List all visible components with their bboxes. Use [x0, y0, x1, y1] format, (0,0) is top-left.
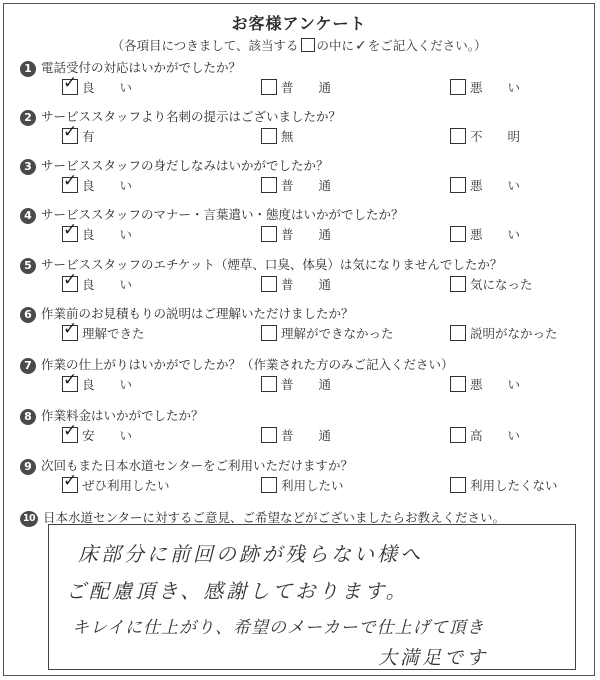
survey-title: お客様アンケート [231, 14, 367, 33]
question-6-option-2[interactable] [261, 324, 394, 342]
checkbox[interactable] [261, 226, 277, 242]
question-4-option-2[interactable] [261, 225, 331, 243]
question-8-option-1[interactable] [62, 426, 132, 444]
checkbox[interactable] [450, 325, 466, 341]
question-7-option-2[interactable] [261, 375, 331, 393]
option-label: 利用したくない [470, 478, 558, 493]
question-number-badge: 3 [20, 159, 36, 175]
instructions-text-3: をご記入ください。） [367, 38, 487, 53]
checkbox[interactable] [62, 79, 78, 95]
option-label: 高 い [470, 428, 521, 443]
checkbox[interactable] [450, 128, 466, 144]
checkbox[interactable] [62, 325, 78, 341]
checkbox[interactable] [450, 276, 466, 292]
question-text: サービススタッフのエチケット（煙草、口臭、体臭）は気になりませんでしたか？ [41, 257, 503, 272]
question-number-badge: 2 [20, 110, 36, 126]
option-label: 良 い [82, 178, 133, 193]
question-3-option-1[interactable] [62, 176, 132, 194]
question-3-option-2[interactable] [261, 176, 331, 194]
question-7 [20, 355, 454, 374]
question-6-option-1[interactable] [62, 324, 145, 342]
question-number-badge: 1 [20, 61, 36, 77]
question-text: サービススタッフの身だしなみはいかがでしたか？ [41, 158, 329, 173]
question-6-option-3[interactable] [450, 324, 558, 342]
question-text: 作業前のお見積もりの説明はご理解いただけましたか？ [41, 306, 354, 321]
checkbox[interactable] [261, 325, 277, 341]
question-8-option-2[interactable] [261, 426, 331, 444]
checkbox[interactable] [62, 226, 78, 242]
question-5-option-1[interactable] [62, 275, 132, 293]
option-label: 気になった [470, 277, 533, 292]
option-label: 無 [281, 129, 294, 144]
handwritten-line-1: 床部分に前回の跡が残らない様へ [78, 542, 423, 566]
checkbox[interactable] [450, 79, 466, 95]
checkbox[interactable] [62, 477, 78, 493]
checkbox[interactable] [450, 477, 466, 493]
option-label: 良 い [82, 377, 133, 392]
checkbox[interactable] [450, 376, 466, 392]
question-5-option-3[interactable] [450, 275, 533, 293]
checkbox[interactable] [261, 376, 277, 392]
checkbox[interactable] [261, 276, 277, 292]
question-number-badge: 5 [20, 258, 36, 274]
checkbox[interactable] [450, 427, 466, 443]
checkbox[interactable] [62, 276, 78, 292]
question-7-option-3[interactable] [450, 375, 520, 393]
instructions [4, 36, 594, 54]
question-1-option-1[interactable] [62, 78, 132, 96]
question-2-option-3[interactable] [450, 127, 520, 145]
question-4-option-3[interactable] [450, 225, 520, 243]
question-5 [20, 255, 502, 274]
option-label: 悪 い [470, 178, 521, 193]
option-label: 悪 い [470, 80, 521, 95]
option-label: 理解できた [82, 326, 145, 341]
checkbox[interactable] [62, 427, 78, 443]
question-text: サービススタッフより名刺の提示はございましたか？ [41, 109, 342, 124]
question-2-option-2[interactable] [261, 127, 294, 145]
checkmark-icon: ✓ [355, 38, 367, 54]
question-1 [20, 58, 241, 77]
option-label: 普 通 [281, 227, 332, 242]
checkbox[interactable] [62, 128, 78, 144]
option-label: 普 通 [281, 80, 332, 95]
question-3-option-3[interactable] [450, 176, 520, 194]
option-label: 理解ができなかった [281, 326, 394, 341]
option-label: 不 明 [470, 129, 521, 144]
question-text: 作業の仕上がりはいかがでしたか？（作業された方のみご記入ください） [41, 357, 454, 372]
question-number-badge: 7 [20, 358, 36, 374]
question-8 [20, 406, 204, 425]
option-label: 良 い [82, 277, 133, 292]
question-4-option-1[interactable] [62, 225, 132, 243]
checkbox[interactable] [261, 177, 277, 193]
sample-checkbox-icon [301, 38, 315, 52]
option-label: 利用したい [281, 478, 344, 493]
checkbox[interactable] [450, 226, 466, 242]
question-1-option-2[interactable] [261, 78, 331, 96]
question-2-option-1[interactable] [62, 127, 95, 145]
question-4 [20, 205, 404, 224]
instructions-text-1: （各項目につきまして、該当する [111, 38, 299, 53]
question-text: 次回もまた日本水道センターをご利用いただけますか？ [41, 458, 354, 473]
checkbox[interactable] [261, 128, 277, 144]
option-label: 悪 い [470, 227, 521, 242]
question-9-option-2[interactable] [261, 476, 344, 494]
question-number-badge: 4 [20, 208, 36, 224]
option-label: 普 通 [281, 377, 332, 392]
checkbox[interactable] [450, 177, 466, 193]
handwritten-line-4: 大満足です [378, 647, 489, 669]
checkbox[interactable] [261, 427, 277, 443]
option-label: 普 通 [281, 277, 332, 292]
question-text: 日本水道センターに対するご意見、ご希望などがございましたらお教えください。 [43, 510, 506, 525]
checkbox[interactable] [62, 177, 78, 193]
option-label: 有 [82, 129, 95, 144]
question-5-option-2[interactable] [261, 275, 331, 293]
handwritten-line-3: キレイに仕上がり、希望のメーカーで仕上げて頂き [72, 618, 485, 638]
option-label: 説明がなかった [470, 326, 558, 341]
question-number-badge: 6 [20, 307, 36, 323]
question-7-option-1[interactable] [62, 375, 132, 393]
handwritten-line-2: ご配慮頂き、感謝しております。 [66, 579, 409, 603]
question-1-option-3[interactable] [450, 78, 520, 96]
question-text: 電話受付の対応はいかがでしたか？ [41, 60, 242, 75]
checkbox[interactable] [261, 79, 277, 95]
question-9-option-1[interactable] [62, 476, 170, 494]
option-label: 悪 い [470, 377, 521, 392]
checkbox[interactable] [62, 376, 78, 392]
question-text: サービススタッフのマナー・言葉遣い・態度はいかがでしたか？ [41, 207, 404, 222]
checkbox[interactable] [261, 477, 277, 493]
option-label: 良 い [82, 80, 133, 95]
question-number-badge: 10 [20, 511, 38, 527]
question-number-badge: 8 [20, 409, 36, 425]
option-label: 良 い [82, 227, 133, 242]
question-text: 作業料金はいかがでしたか？ [41, 408, 204, 423]
option-label: 安 い [82, 428, 133, 443]
question-8-option-3[interactable] [450, 426, 520, 444]
option-label: ぜひ利用したい [82, 478, 170, 493]
question-number-badge: 9 [20, 459, 36, 475]
option-label: 普 通 [281, 428, 332, 443]
question-9-option-3[interactable] [450, 476, 558, 494]
option-label: 普 通 [281, 178, 332, 193]
instructions-text-2: の中に [316, 38, 355, 53]
